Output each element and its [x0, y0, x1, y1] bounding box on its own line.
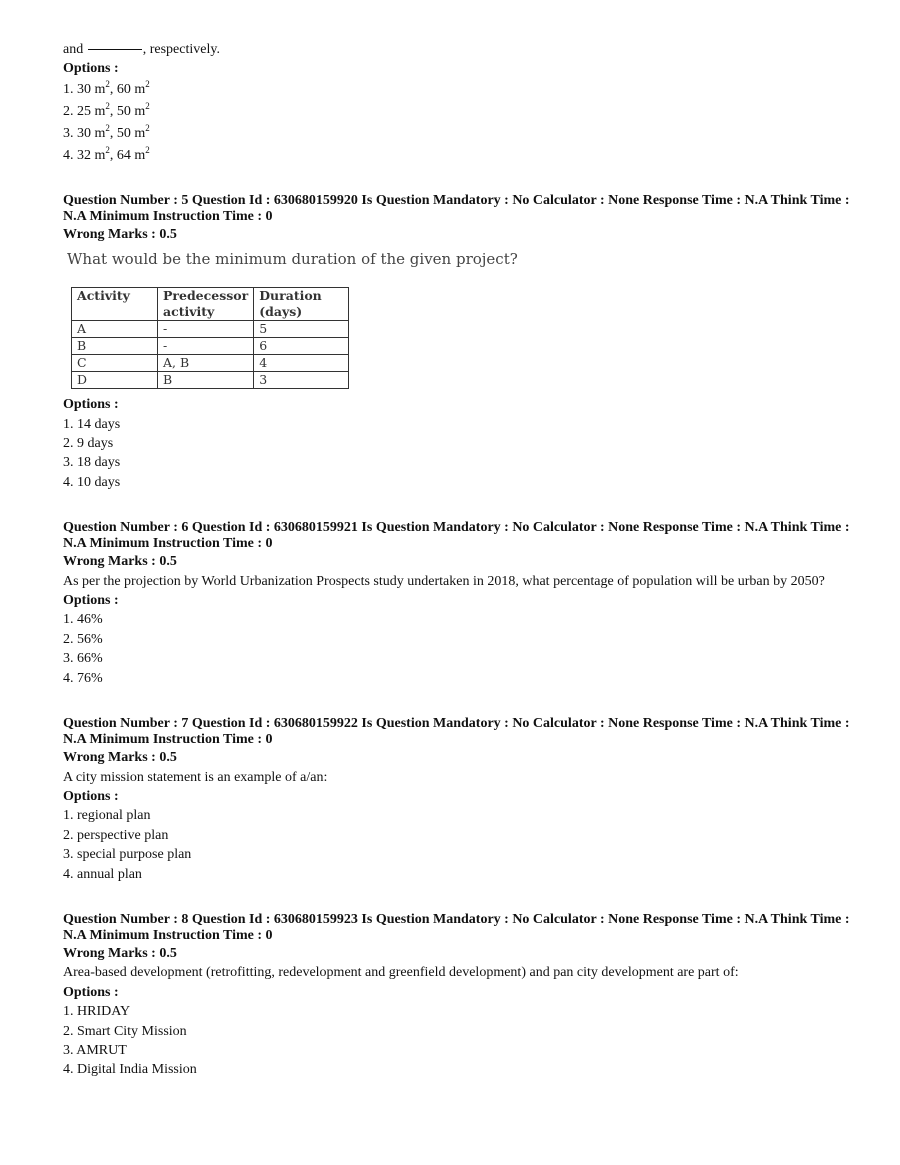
table-row — [72, 355, 349, 372]
q5-wrong-marks: Wrong Marks : 0.5 — [63, 226, 177, 242]
q6-option: 1. 46% — [63, 612, 103, 628]
answer-blank — [88, 49, 142, 50]
q4-text-before: and — [63, 42, 84, 57]
question-6 — [63, 520, 853, 688]
table-cell: B — [72, 338, 158, 355]
table-cell: B — [158, 372, 254, 389]
activity-table — [71, 287, 349, 389]
table-cell: C — [72, 355, 158, 372]
table-cell: 5 — [254, 321, 349, 338]
table-header-cell: Activity — [72, 288, 158, 321]
q5-options-label: Options : — [63, 397, 119, 413]
q6-options-label: Options : — [63, 593, 119, 609]
q7-options-label: Options : — [63, 788, 119, 804]
q6-wrong-marks: Wrong Marks : 0.5 — [63, 554, 177, 570]
q8-option: 2. Smart City Mission — [63, 1023, 187, 1039]
q7-option: 3. special purpose plan — [63, 847, 192, 863]
q4-options-label: Options : — [63, 61, 119, 77]
q4-option: 2. 25 $m^2$, 50 $m^2$ — [63, 100, 150, 119]
question-7 — [63, 716, 853, 884]
q8-header: Question Number : 8 Question Id : 630680159923 Is Question Mandatory : No Calculator : None Response Time : N.A Think Time : N.A Minimum Instruction Time : 0 — [63, 911, 850, 943]
q8-option: 3. AMRUT — [63, 1042, 127, 1058]
q8-question-text: Area-based development (retrofitting, redevelopment and greenfield development) and pan city development are part of: — [63, 965, 739, 981]
q4-option: 3. 30 $m^2$, 50 $m^2$ — [63, 122, 150, 141]
q5-option: 1. 14 days — [63, 416, 121, 432]
question-4-tail — [63, 40, 853, 167]
table-cell: 6 — [254, 338, 349, 355]
q4-option: 4. 32 $m^2$, 64 $m^2$ — [63, 144, 150, 163]
table-cell: - — [158, 321, 254, 338]
q5-question-text: What would be the minimum duration of the given project? — [67, 250, 518, 269]
q5-option: 4. 10 days — [63, 474, 121, 490]
table-row — [72, 338, 349, 355]
q6-option: 4. 76% — [63, 670, 103, 686]
question-5 — [63, 193, 853, 492]
table-header-cell: Duration (days) — [254, 288, 349, 321]
q5-option: 2. 9 days — [63, 436, 114, 452]
table-cell: 4 — [254, 355, 349, 372]
document-page — [63, 40, 853, 1080]
q4-option: 1. 30 $m^2$, 60 $m^2$ — [63, 78, 150, 97]
table-cell: 3 — [254, 372, 349, 389]
table-header-row — [72, 288, 349, 321]
q8-options-label: Options : — [63, 984, 119, 1000]
table-cell: A — [72, 321, 158, 338]
q7-question-text: A city mission statement is an example of a/an: — [63, 769, 328, 785]
q6-option: 3. 66% — [63, 651, 103, 667]
table-row — [72, 321, 349, 338]
q7-option: 1. regional plan — [63, 808, 151, 824]
question-8 — [63, 912, 853, 1080]
q7-option: 4. annual plan — [63, 866, 142, 882]
q8-option: 1. HRIDAY — [63, 1004, 131, 1020]
table-row — [72, 372, 349, 389]
q7-option: 2. perspective plan — [63, 827, 169, 843]
q6-header: Question Number : 6 Question Id : 630680159921 Is Question Mandatory : No Calculator : None Response Time : N.A Think Time : N.A Minimum Instruction Time : 0 — [63, 520, 850, 552]
q8-option: 4. Digital India Mission — [63, 1062, 197, 1078]
q7-header: Question Number : 7 Question Id : 630680159922 Is Question Mandatory : No Calculator : None Response Time : N.A Think Time : N.A Minimum Instruction Time : 0 — [63, 716, 850, 748]
q6-question-text: As per the projection by World Urbanization Prospects study undertaken in 2018, what percentage of population will be urban by 2050? — [63, 573, 825, 589]
table-cell: D — [72, 372, 158, 389]
table-header-cell: Predecessor activity — [158, 288, 254, 321]
table-cell: A, B — [158, 355, 254, 372]
q8-wrong-marks: Wrong Marks : 0.5 — [63, 945, 177, 961]
q4-text-after: , respectively. — [142, 42, 220, 57]
q7-wrong-marks: Wrong Marks : 0.5 — [63, 750, 177, 766]
q5-option: 3. 18 days — [63, 455, 121, 471]
table-cell: - — [158, 338, 254, 355]
q5-header: Question Number : 5 Question Id : 630680159920 Is Question Mandatory : No Calculator : None Response Time : N.A Think Time : N.A Minimum Instruction Time : 0 — [63, 192, 850, 224]
q6-option: 2. 56% — [63, 631, 103, 647]
q4-continuation — [63, 40, 853, 59]
